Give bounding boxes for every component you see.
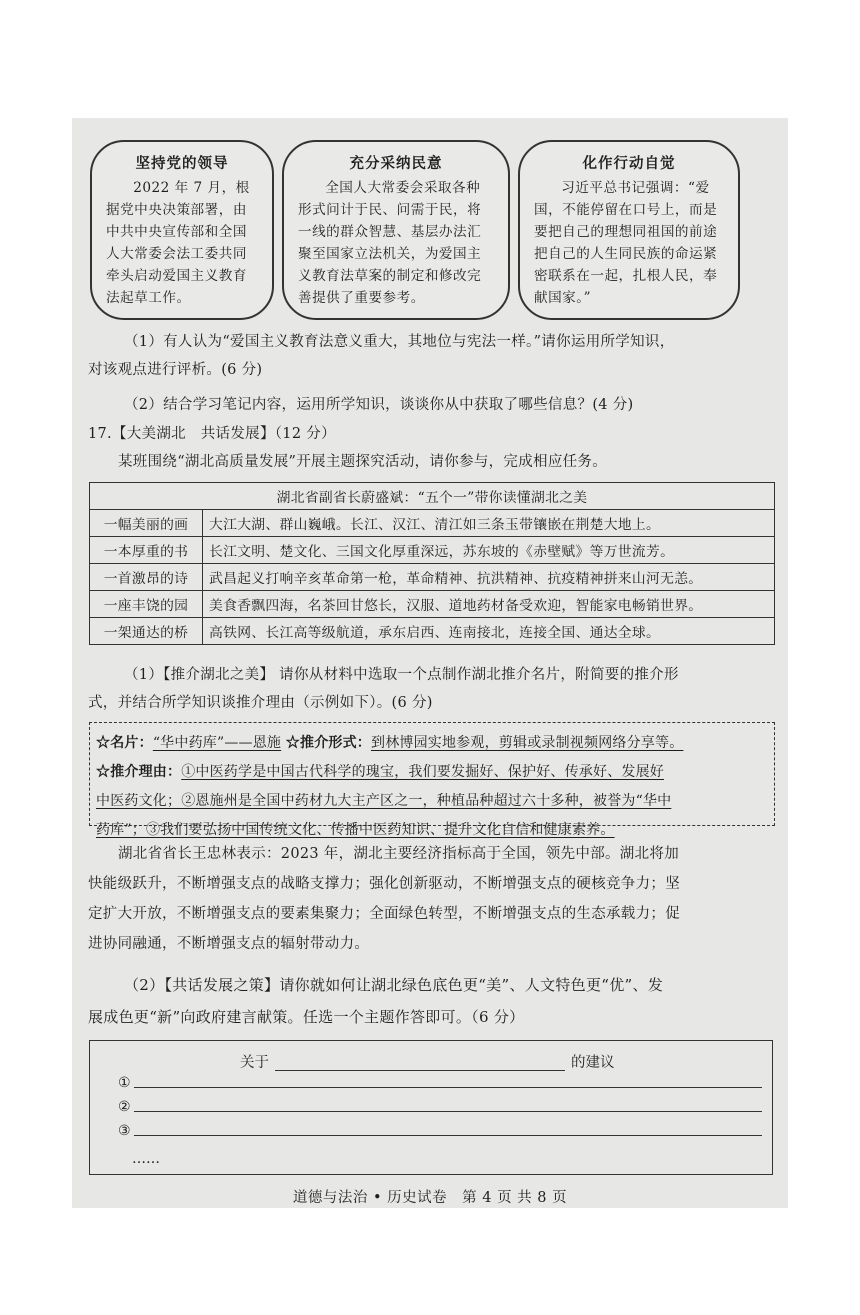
reason-text: 中医药文化；②恩施州是全国中药材九大主产区之一，种植品种超过六十多种，被誉为“华中 [96, 793, 672, 809]
answer-line-2[interactable] [118, 1099, 758, 1115]
q17-title: 17.【大美湖北 共话发展】（12 分） [88, 426, 336, 442]
table-header: 湖北省副省长蔚盛斌：“五个一”带你读懂湖北之美 [90, 483, 775, 510]
q17-2-line2: 展成色更“新”向政府建言献策。任选一个主题作答即可。（6 分） [88, 1008, 525, 1026]
table-row [90, 591, 775, 618]
row-key: 一首激昂的诗 [90, 564, 203, 591]
ellipsis: …… [132, 1151, 160, 1167]
row-value: 高铁网、长江高等级航道，承东启西、连南接北，连接全国、通达全球。 [203, 618, 775, 645]
row-key: 一幅美丽的画 [90, 510, 203, 537]
form-value: 到林博园实地参观，剪辑或录制视频网络分享等。 [371, 735, 684, 751]
row-value: 美食香飘四海，名茶回甘悠长，汉服、道地药材备受欢迎，智能家电畅销世界。 [203, 591, 775, 618]
row-key: 一座丰饶的园 [90, 591, 203, 618]
form-label: ☆推介形式： [285, 735, 371, 751]
suggestion-suffix: 的建议 [571, 1055, 615, 1071]
paragraph-line: 快能级跃升，不断增强支点的战略支撑力；强化创新驱动，不断增强支点的硬核竞争力；坚 [88, 876, 680, 892]
reason-text: 药库”；③我们要弘扬中国传统文化、传播中医药知识、提升文化自信和健康素养。 [96, 822, 615, 838]
row-key: 一架通达的桥 [90, 618, 203, 645]
bubble-body: 2022 年 7 月，根据党中央决策部署，由中共中央宣传部和全国人大常委会法工委共同牵头启动爱国主义教育法起草工作。 [106, 180, 250, 306]
line-number: ② [118, 1099, 131, 1115]
row-value: 武昌起义打响辛亥革命第一枪，革命精神、抗洪精神、抗疫精神拼来山河无恙。 [203, 564, 775, 591]
answer-line-1[interactable] [118, 1075, 758, 1091]
bubble-title: 充分采纳民意 [349, 155, 443, 172]
q16-1-line2: 对该观点进行评析。(6 分) [88, 362, 263, 378]
example-line1 [96, 729, 768, 758]
hubei-table [89, 482, 775, 645]
q16-1-line1: （1）有人认为“爱国主义教育法意义重大，其地位与宪法一样。”请你运用所学知识， [124, 334, 675, 350]
bubble-title: 化作行动自觉 [582, 155, 676, 172]
page-footer: 道德与法治 • 历史试卷 第 4 页 共 8 页 [292, 1190, 568, 1206]
row-value: 大江大湖、群山巍峨。长江、汉江、清江如三条玉带镶嵌在荆楚大地上。 [203, 510, 775, 537]
reason-label: ☆推介理由： [96, 764, 182, 780]
line-number: ③ [118, 1123, 131, 1139]
bubble-title: 坚持党的领导 [135, 155, 229, 172]
q17-intro: 某班围绕“湖北高质量发展”开展主题探究活动，请你参与，完成相应任务。 [118, 454, 608, 470]
q17-1-line2: 式，并结合所学知识谈推介理由（示例如下）。(6 分) [88, 695, 433, 711]
card-value: “华中药库”——恩施 [152, 735, 282, 751]
line-number: ① [118, 1075, 131, 1091]
q17-2-line1: （2）【共话发展之策】请你就如何让湖北绿色底色更“美”、人文特色更“优”、发 [124, 976, 664, 994]
table-row [90, 618, 775, 645]
q17-1-line1: （1）【推介湖北之美】 请你从材料中选取一个点制作湖北推介名片，附简要的推介形 [124, 667, 679, 683]
bubble-body: 习近平总书记强调：“爱国，不能停留在口号上，而是要把自己的理想同祖国的前途把自己的人生同民族的命运紧密联系在一起，扎根人民，奉献国家。” [534, 180, 718, 306]
answer-line-3[interactable] [118, 1123, 758, 1139]
paragraph-line: 湖北省省长王忠林表示：2023 年，湖北主要经济指标高于全国，领先中部。湖北将加 [118, 846, 680, 862]
table-row [90, 510, 775, 537]
q16-2: （2）结合学习笔记内容，运用所学知识，谈谈你从中获取了哪些信息？(4 分) [124, 397, 634, 413]
suggestion-head [240, 1051, 615, 1072]
bubble-action [518, 140, 740, 320]
bubble-public-opinion [282, 140, 510, 320]
paragraph-line: 定扩大开放，不断增强支点的要素集聚力；全面绿色转型，不断增强支点的生态承载力；促 [88, 906, 680, 922]
topic-blank[interactable] [275, 1056, 565, 1071]
reason-text: ①中医药学是中国古代科学的瑰宝，我们要发掘好、保护好、传承好、发展好 [181, 764, 665, 780]
row-value: 长江文明、楚文化、三国文化厚重深远，苏东坡的《赤壁赋》等万世流芳。 [203, 537, 775, 564]
table-row [90, 564, 775, 591]
example-card [89, 722, 775, 838]
table-row [90, 537, 775, 564]
card-label: ☆名片： [96, 735, 153, 751]
bubble-body: 全国人大常委会采取各种形式问计于民、问需于民，将一线的群众智慧、基层办法汇聚至国家立法机关，为爱国主义教育法草案的制定和修改完善提供了重要参考。 [298, 180, 482, 306]
bubble-party-leadership [90, 140, 274, 320]
paragraph-line: 进协同融通，不断增强支点的辐射带动力。 [88, 936, 370, 952]
row-key: 一本厚重的书 [90, 537, 203, 564]
example-line2 [96, 758, 768, 787]
about-label: 关于 [240, 1055, 269, 1071]
suggestion-box [89, 1040, 773, 1175]
